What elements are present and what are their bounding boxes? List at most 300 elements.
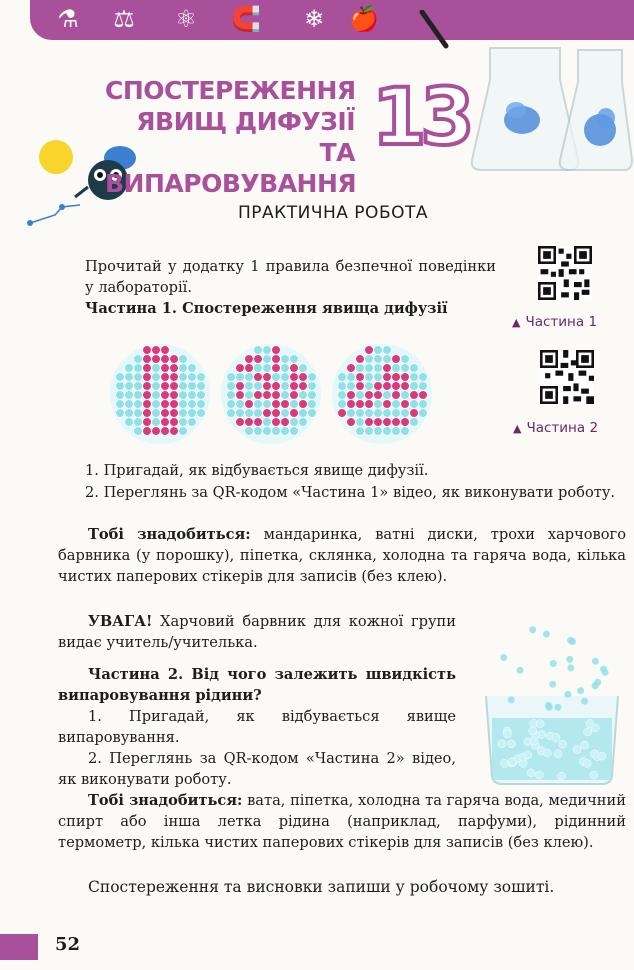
scales-icon: ⚖	[113, 5, 135, 33]
triangle-icon: ▲	[513, 422, 522, 435]
particle	[125, 382, 134, 391]
particle	[299, 409, 308, 418]
particle	[374, 418, 383, 427]
particle	[134, 373, 143, 382]
particle	[152, 418, 161, 427]
particle	[281, 382, 290, 391]
liquid-particle	[524, 751, 532, 759]
particle	[365, 346, 374, 355]
particle	[281, 373, 290, 382]
intro-paragraph: Прочитай у додатку 1 правила безпечної поведінки у лабораторії.	[85, 258, 496, 296]
particle	[281, 409, 290, 418]
page-bar	[0, 934, 38, 960]
particle	[299, 364, 308, 373]
particle	[272, 391, 281, 400]
vapor-particle	[554, 704, 561, 711]
particle	[227, 409, 236, 418]
particle	[161, 382, 170, 391]
particle	[401, 382, 410, 391]
particle	[290, 400, 299, 409]
particle	[299, 373, 308, 382]
particle	[254, 409, 263, 418]
particle	[143, 400, 152, 409]
particle	[290, 427, 299, 436]
particle	[374, 427, 383, 436]
particle	[263, 355, 272, 364]
particle	[125, 409, 134, 418]
particle	[263, 382, 272, 391]
particle	[227, 391, 236, 400]
particle	[308, 400, 317, 409]
particle	[374, 355, 383, 364]
particle	[392, 373, 401, 382]
particle	[263, 346, 272, 355]
particle	[392, 364, 401, 373]
magnet-icon: 🧲	[231, 5, 261, 33]
vapor-particle	[546, 704, 553, 711]
qr-label-2-text: Частина 2	[526, 420, 599, 436]
particle	[188, 382, 197, 391]
particle	[392, 400, 401, 409]
particle	[170, 427, 179, 436]
liquid-particle	[586, 720, 594, 728]
part1-warning	[58, 611, 456, 653]
particle	[281, 418, 290, 427]
liquid-particle	[559, 740, 567, 748]
particle	[401, 409, 410, 418]
particle	[152, 346, 161, 355]
particle	[338, 409, 347, 418]
particle	[281, 427, 290, 436]
particle	[134, 382, 143, 391]
apple-icon: 🍎	[349, 5, 379, 33]
particle	[281, 355, 290, 364]
particle	[356, 400, 365, 409]
particle	[245, 427, 254, 436]
liquid-particle	[501, 760, 509, 768]
liquid-particle	[552, 734, 560, 742]
particle	[170, 391, 179, 400]
particle	[401, 427, 410, 436]
particle	[236, 400, 245, 409]
particle	[179, 427, 188, 436]
particle	[116, 391, 125, 400]
particle	[152, 391, 161, 400]
particle	[308, 382, 317, 391]
particle	[419, 382, 428, 391]
vapor-particle	[517, 667, 524, 674]
particle	[392, 409, 401, 418]
particle	[152, 427, 161, 436]
particle	[272, 364, 281, 373]
particle	[347, 391, 356, 400]
particle	[281, 391, 290, 400]
part1-needs-text: мандаринка, ватні диски, трохи харчового барвника (у порошку), піпетка, склянка, холодна та гаряча вода, кілька чистих паперових стікерів для записів (без клею).	[58, 526, 626, 585]
particle	[410, 418, 419, 427]
particle	[401, 391, 410, 400]
particle	[152, 409, 161, 418]
particle	[134, 427, 143, 436]
particle	[170, 409, 179, 418]
part1-item-2: 2. Переглянь за QR-кодом «Частина 1» відео, як виконувати роботу.	[85, 484, 616, 501]
vapor-particle	[577, 687, 584, 694]
section-heading: ПРАКТИЧНА РОБОТА	[238, 203, 428, 223]
particle	[308, 373, 317, 382]
particle	[134, 391, 143, 400]
particle	[125, 364, 134, 373]
particle	[365, 373, 374, 382]
diffusion-illustration	[108, 338, 438, 450]
vapor-particle	[529, 626, 536, 633]
particle	[197, 382, 206, 391]
particle	[281, 400, 290, 409]
particle	[170, 373, 179, 382]
particle	[356, 418, 365, 427]
particle	[290, 418, 299, 427]
liquid-particle	[503, 730, 511, 738]
liquid-particle	[529, 727, 537, 735]
qr-label-part-2	[513, 420, 598, 436]
particle	[365, 391, 374, 400]
particle	[383, 427, 392, 436]
particle	[356, 355, 365, 364]
particle	[410, 391, 419, 400]
particle	[254, 427, 263, 436]
snowflake-icon: ❄	[303, 5, 325, 33]
vapor-particle	[592, 658, 599, 665]
particle	[245, 418, 254, 427]
warning-label: УВАГА!	[88, 613, 153, 630]
particle	[263, 409, 272, 418]
particle	[134, 400, 143, 409]
particle	[383, 391, 392, 400]
qr-label-part-1	[512, 314, 597, 330]
particle	[134, 409, 143, 418]
particle	[272, 400, 281, 409]
particle	[308, 391, 317, 400]
particle	[290, 355, 299, 364]
particle	[401, 400, 410, 409]
particle	[125, 391, 134, 400]
flask-icon: ⚗	[57, 5, 79, 33]
particle	[383, 418, 392, 427]
particle	[299, 400, 308, 409]
particle	[245, 373, 254, 382]
particle	[152, 382, 161, 391]
particle	[290, 373, 299, 382]
qr-code-part-1[interactable]	[538, 246, 592, 300]
particle	[347, 400, 356, 409]
particle	[347, 409, 356, 418]
liquid-particle	[554, 750, 562, 758]
particle	[227, 400, 236, 409]
particle	[188, 409, 197, 418]
particle	[299, 418, 308, 427]
particle	[254, 364, 263, 373]
particle	[170, 382, 179, 391]
vapor-particle	[500, 654, 507, 661]
particle	[299, 382, 308, 391]
particle	[188, 391, 197, 400]
particle	[134, 355, 143, 364]
particle	[410, 364, 419, 373]
particle	[236, 382, 245, 391]
particle	[263, 373, 272, 382]
particle	[281, 364, 290, 373]
particle	[125, 418, 134, 427]
particle	[143, 355, 152, 364]
title-line-3: ВИПАРОВУВАННЯ	[105, 169, 357, 198]
particle	[308, 409, 317, 418]
particle	[272, 355, 281, 364]
particle	[392, 427, 401, 436]
particle	[161, 427, 170, 436]
particle	[179, 364, 188, 373]
particle	[365, 364, 374, 373]
particle	[365, 355, 374, 364]
particle	[338, 391, 347, 400]
part2-needs	[58, 790, 626, 853]
title-line-2: ЯВИЩ ДИФУЗІЇ ТА	[136, 107, 355, 167]
particle	[374, 409, 383, 418]
particle	[254, 400, 263, 409]
page-title	[105, 75, 355, 199]
particle	[356, 409, 365, 418]
particle	[227, 373, 236, 382]
particle	[179, 400, 188, 409]
particle	[197, 373, 206, 382]
particle	[383, 364, 392, 373]
particle	[410, 382, 419, 391]
particle	[290, 409, 299, 418]
particle	[134, 364, 143, 373]
particle	[374, 364, 383, 373]
particle	[290, 382, 299, 391]
glass-illustration	[478, 618, 628, 788]
vapor-particle	[566, 656, 573, 663]
vapor-particle	[569, 638, 576, 645]
particle	[374, 382, 383, 391]
particle	[179, 382, 188, 391]
molecule-icon: ⚛	[175, 5, 197, 33]
particle	[161, 373, 170, 382]
particle	[347, 382, 356, 391]
title-line-1: СПОСТЕРЕЖЕННЯ	[105, 76, 356, 105]
particle	[290, 391, 299, 400]
page-number: 52	[55, 934, 81, 955]
particle	[263, 418, 272, 427]
particle	[161, 400, 170, 409]
particle	[299, 391, 308, 400]
particle	[179, 418, 188, 427]
particle	[197, 391, 206, 400]
liquid-particle	[498, 740, 506, 748]
lesson-number: 13	[372, 73, 469, 163]
part1-needs	[58, 524, 626, 587]
particle	[170, 418, 179, 427]
particle	[227, 382, 236, 391]
vapor-particle	[592, 682, 599, 689]
particle	[152, 373, 161, 382]
particle	[116, 409, 125, 418]
particle	[161, 346, 170, 355]
part2-item-1: 1. Пригадай, як відбувається явище випаровування.	[58, 708, 456, 746]
particle	[179, 409, 188, 418]
liquid-particle	[584, 728, 592, 736]
particle	[152, 355, 161, 364]
vapor-particle	[581, 698, 588, 705]
part2-needs-text: вата, піпетка, холодна та гаряча вода, медичний спирт або інша летка рідина (наприклад, парфуми), рідинний термометр, кілька чистих паперових стікерів для записів (без клею).	[58, 792, 626, 851]
particle	[419, 400, 428, 409]
liquid-particle	[535, 771, 543, 779]
particle	[143, 382, 152, 391]
particle	[356, 427, 365, 436]
particle	[254, 418, 263, 427]
particle	[161, 355, 170, 364]
particle	[236, 373, 245, 382]
particle	[383, 355, 392, 364]
particle	[143, 409, 152, 418]
particle	[254, 391, 263, 400]
particle	[383, 382, 392, 391]
particle	[338, 373, 347, 382]
particle	[116, 382, 125, 391]
particle	[245, 355, 254, 364]
particle	[410, 400, 419, 409]
particle	[125, 373, 134, 382]
particle	[236, 418, 245, 427]
particle	[356, 382, 365, 391]
particle	[254, 382, 263, 391]
particle	[401, 418, 410, 427]
particle	[161, 391, 170, 400]
particle	[410, 409, 419, 418]
particle	[383, 373, 392, 382]
particle	[179, 373, 188, 382]
particle	[374, 400, 383, 409]
particle	[272, 346, 281, 355]
particle	[245, 382, 254, 391]
particle	[356, 373, 365, 382]
liquid-particle	[507, 740, 515, 748]
vapor-particle	[600, 666, 607, 673]
particle	[419, 409, 428, 418]
particle	[116, 373, 125, 382]
particle	[116, 400, 125, 409]
particle	[254, 346, 263, 355]
particle	[188, 418, 197, 427]
particle	[143, 346, 152, 355]
liquid-particle	[590, 771, 598, 779]
liquid-particle	[558, 772, 566, 780]
qr-label-1-text: Частина 1	[525, 314, 598, 330]
particle	[272, 427, 281, 436]
liquid-particle	[543, 749, 551, 757]
particle	[419, 373, 428, 382]
particle	[245, 364, 254, 373]
particle	[290, 364, 299, 373]
part2-needs-label: Тобі знадобиться:	[88, 792, 243, 809]
particle	[347, 418, 356, 427]
vapor-particle	[550, 660, 557, 667]
particle	[152, 400, 161, 409]
particle	[392, 355, 401, 364]
particle	[143, 364, 152, 373]
particle	[263, 364, 272, 373]
triangle-icon: ▲	[512, 316, 521, 329]
particle	[347, 373, 356, 382]
particle	[197, 400, 206, 409]
particle	[263, 427, 272, 436]
vapor-particle	[549, 681, 556, 688]
particle	[245, 400, 254, 409]
particle	[143, 418, 152, 427]
particle	[272, 373, 281, 382]
part1-item-1: 1. Пригадай, як відбувається явище дифузії.	[85, 462, 429, 479]
particle	[263, 391, 272, 400]
liquid-particle	[581, 741, 589, 749]
particle	[272, 418, 281, 427]
particle	[263, 400, 272, 409]
particle	[188, 400, 197, 409]
particle	[356, 364, 365, 373]
particle	[245, 409, 254, 418]
warning-text: Харчовий барвник для кожної групи видає учитель/учителька.	[58, 613, 456, 651]
particle	[143, 391, 152, 400]
liquid-particle	[527, 769, 535, 777]
particle	[365, 427, 374, 436]
particle	[392, 418, 401, 427]
particle	[236, 364, 245, 373]
particle	[188, 373, 197, 382]
particle	[188, 364, 197, 373]
particle	[356, 391, 365, 400]
vapor-particle	[543, 631, 550, 638]
particle	[338, 382, 347, 391]
particle	[374, 391, 383, 400]
particle	[197, 409, 206, 418]
liquid-particle	[530, 737, 538, 745]
particle	[401, 355, 410, 364]
particle	[161, 364, 170, 373]
particle	[401, 373, 410, 382]
qr-code-part-2[interactable]	[540, 350, 594, 404]
particle	[134, 418, 143, 427]
particle	[272, 382, 281, 391]
particle	[419, 391, 428, 400]
particle	[383, 409, 392, 418]
particle	[338, 400, 347, 409]
particle	[161, 409, 170, 418]
vapor-particle	[564, 691, 571, 698]
particle	[143, 427, 152, 436]
particle	[179, 355, 188, 364]
liquid-particle	[583, 760, 591, 768]
particle	[365, 418, 374, 427]
particle	[272, 409, 281, 418]
particle	[179, 391, 188, 400]
particle	[365, 382, 374, 391]
particle	[170, 400, 179, 409]
particle	[383, 346, 392, 355]
particle	[374, 346, 383, 355]
particle	[365, 400, 374, 409]
vapor-particle	[508, 696, 515, 703]
particle	[170, 364, 179, 373]
particle	[347, 364, 356, 373]
liquid-particle	[508, 758, 516, 766]
part2-heading: Частина 2. Від чого залежить швидкість випаровування рідини?	[58, 666, 456, 704]
